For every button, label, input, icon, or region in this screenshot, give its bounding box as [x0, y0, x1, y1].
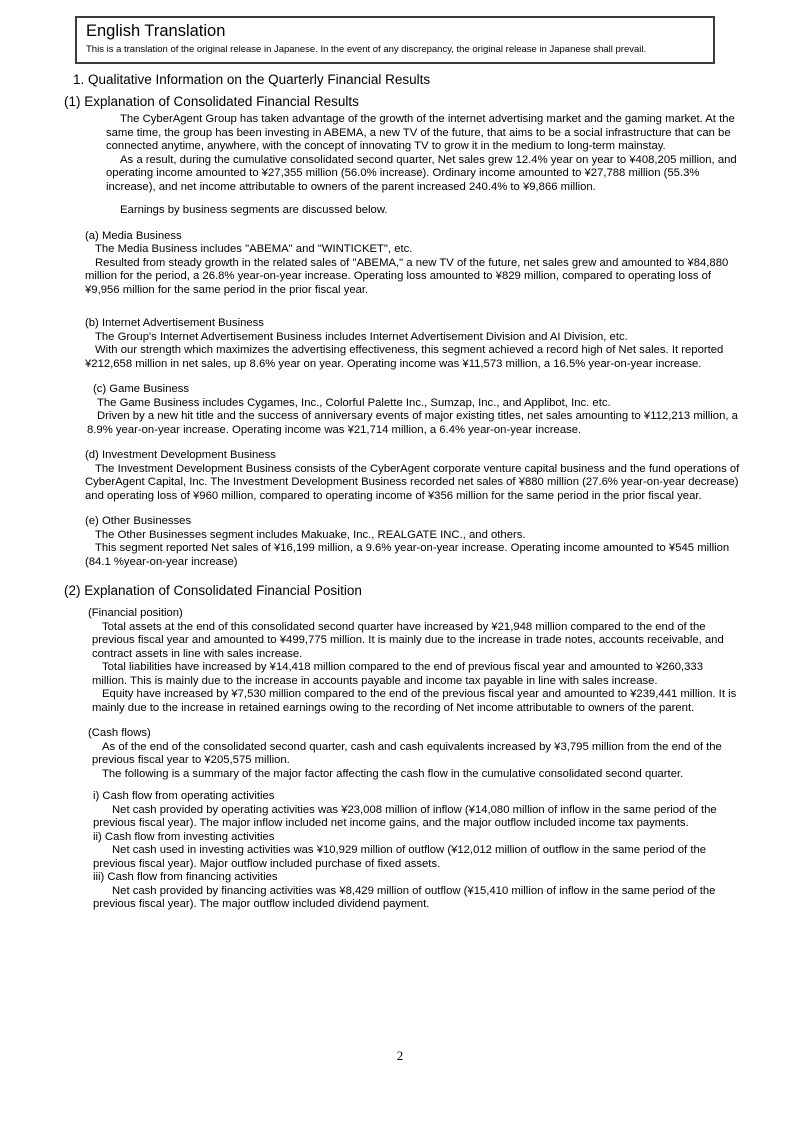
cash-flow-item-body: Net cash provided by operating activities was ¥23,008 million of inflow (¥14,080 million of inflow in the same period of the previous fiscal year). The major inflow included net income gains, and the major outflow included income tax payments. — [93, 803, 717, 829]
segment-label: (d) Investment Development Business — [85, 449, 276, 461]
financial-position-paragraph: Equity have increased by ¥7,530 million compared to the end of the previous fiscal year and amounted to ¥239,441 million. It is mainly due to the increase in retained earnings owing to the recording of Net income attributable to owners of the parent. — [92, 688, 737, 714]
page-number: 2 — [396, 1048, 404, 1063]
segment-paragraph: The Media Business includes "ABEMA" and "WINTICKET", etc. — [95, 243, 413, 255]
segment-paragraph: The Group's Internet Advertisement Business includes Internet Advertisement Division and AI Division, etc. — [95, 330, 628, 343]
segment-paragraph: The Other Businesses segment includes Makuake, Inc., REALGATE INC., and others. — [95, 528, 526, 541]
segment-internet-advertisement-business — [64, 317, 740, 371]
section1-paragraph: Earnings by business segments are discussed below. — [120, 204, 388, 216]
segment-paragraph: This segment reported Net sales of ¥16,199 million, a 9.6% year-on-year increase. Operating income amounted to ¥545 million (84.1 %year-on-year increase) — [85, 542, 730, 568]
financial-position-block — [64, 607, 740, 715]
segment-label: (c) Game Business — [93, 383, 190, 395]
segment-label: (a) Media Business — [85, 229, 182, 242]
translation-notice-disclaimer: This is a translation of the original release in Japanese. In the event of any discrepancy, the original release in Japanese shall prevail. — [86, 44, 647, 55]
section1-heading: (1) Explanation of Consolidated Financial Results — [64, 94, 359, 109]
segment-paragraph: With our strength which maximizes the advertising effectiveness, this segment achieved a record high of Net sales. It reported ¥212,658 million in net sales, up 8.6% year on year. Operating income was ¥11,573 million, a 16.5% year-on-year increase. — [85, 344, 724, 370]
financial-position-label: (Financial position) — [88, 607, 183, 619]
financial-position-paragraph: Total liabilities have increased by ¥14,418 million compared to the end of previous fiscal year and amounted to ¥260,333 million. This is mainly due to the increase in accounts payable and income tax payable in line with sales increase. — [92, 661, 703, 687]
segment-media-business — [64, 230, 740, 298]
segment-game-business — [64, 383, 740, 437]
section2-heading: (2) Explanation of Consolidated Financial Position — [64, 583, 362, 598]
translation-notice-title: English Translation — [86, 22, 226, 40]
segment-investment-development-business — [64, 449, 740, 503]
cash-flows-label: (Cash flows) — [88, 727, 151, 739]
cash-flow-item-investing — [64, 831, 740, 872]
section1-paragraph: The CyberAgent Group has taken advantage of the growth of the internet advertising market and the gaming market. At the same time, the group has been investing in ABEMA, a new TV of the future, that aims to be a social infrastructure that can be connected anytime, anywhere, with the concept of innovating TV to grow it in the medium to long-term mainstay. — [106, 113, 735, 152]
financial-position-paragraph: Total assets at the end of this consolidated second quarter have increased by ¥21,948 million compared to the end of the previous fiscal year and amounted to ¥499,775 million. It is mainly due to the increase in trade notes, accounts receivable, and contract assets in line with sales increase. — [92, 620, 724, 660]
segment-paragraph: Resulted from steady growth in the related sales of "ABEMA," a new TV of the future, net sales grew and amounted to ¥84,880 million for the period, a 26.8% year-on-year increase. Operating loss amounted to ¥829 million, compared to operating loss of ¥9,956 million for the same period in the prior fiscal year. — [85, 256, 729, 296]
cash-flow-item-label: ii) Cash flow from investing activities — [93, 830, 275, 843]
document-content — [64, 72, 740, 912]
cash-flow-item-operating — [64, 790, 740, 831]
segment-label: (b) Internet Advertisement Business — [85, 317, 264, 329]
cash-flow-item-financing — [64, 871, 740, 912]
main-heading: 1. Qualitative Information on the Quarterly Financial Results — [73, 72, 431, 87]
segment-paragraph: Driven by a new hit title and the success of anniversary events of major existing titles, net sales amounting to ¥112,213 million, a 8.9% year-on-year increase. Operating income was ¥21,714 million, a 6.4% year-on-year increase. — [87, 410, 738, 436]
translation-notice-box — [75, 16, 715, 64]
segment-paragraph: The Investment Development Business consists of the CyberAgent corporate venture capital business and the fund operations of CyberAgent Capital, Inc. The Investment Development Business recorded net sales of ¥880 million (27.6% year-on-year decrease) and operating loss of ¥960 million, compared to operating income of ¥356 million for the same period in the prior fiscal year. — [85, 462, 740, 502]
segment-label: (e) Other Businesses — [85, 515, 192, 527]
cash-flows-paragraph: As of the end of the consolidated second quarter, cash and cash equivalents increased by ¥3,795 million from the end of the previous fiscal year to ¥205,575 million. — [92, 740, 722, 766]
segment-paragraph: The Game Business includes Cygames, Inc., Colorful Palette Inc., Sumzap, Inc., and Applibot, Inc. etc. — [97, 396, 611, 409]
cash-flow-item-body: Net cash provided by financing activities was ¥8,429 million of outflow (¥15,410 million of inflow in the same period of the previous fiscal year). The major outflow included dividend payment. — [93, 884, 716, 910]
cash-flow-item-body: Net cash used in investing activities was ¥10,929 million of outflow (¥12,012 million of outflow in the same period of the previous fiscal year). Major outflow included purchase of fixed assets. — [93, 844, 707, 870]
segment-other-businesses — [64, 515, 740, 569]
cash-flows-block — [64, 727, 740, 912]
cash-flow-item-label: i) Cash flow from operating activities — [93, 790, 275, 802]
cash-flow-item-label: iii) Cash flow from financing activities — [93, 871, 278, 883]
section1-paragraph: As a result, during the cumulative consolidated second quarter, Net sales grew 12.4% year on year to ¥408,205 million, and operating income amounted to ¥27,355 million (56.0% increase). Ordinary income amounted to ¥27,788 million (55.3% increase), and net income attributable to owners of the parent increased 240.4% to ¥9,866 million. — [106, 153, 737, 193]
cash-flows-paragraph: The following is a summary of the major factor affecting the cash flow in the cumulative consolidated second quarter. — [102, 767, 684, 780]
cash-flow-items — [64, 790, 740, 912]
